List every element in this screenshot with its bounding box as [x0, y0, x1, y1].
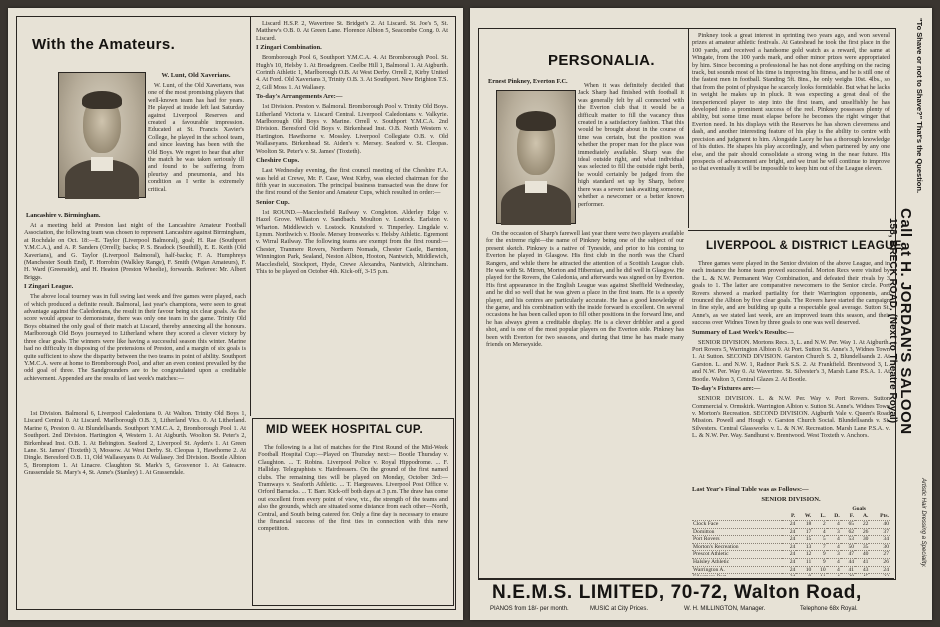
- table-row: [692, 543, 890, 551]
- table-col-header: F.: [849, 513, 855, 520]
- table-row: [692, 528, 890, 536]
- lancs-caption: Lancashire v. Birmingham.: [26, 212, 101, 219]
- table-cell: 11: [805, 558, 812, 565]
- table-cell: [796, 574, 812, 576]
- league-table-header: [692, 513, 890, 520]
- personalia-body-text: On the occasion of Sharp's farewell last year there were two players available for the extreme right—the name of Pinkney being one of the subject of our present sketch. Pinkney is a native of Tyneside, and prior to his coming to Everton he played in Glasgow. His first club in the north was the Chard Rangers, and while there he attracted the attention of a Scottish League club. He was with St. Mirren, Morton and Hibernian, and he did well in Glasgow. He played for the Rovers, the Caledonia, and afterwards was signed on by Everton. His first appearance in the English League was against Sheffield Wednesday, and he did so well that he was given a place in the first team. He is a speedy player, and his centres are particularly accurate. He has a good knowledge of the game, and his combination with the inside forward is excellent. On several occasions he has been called upon to fill other positions in the forward line, and he has always given a creditable display. He is a clever dribbler and a good shot, and is one of the most popular players on the Everton side. Pinkney has been with Everton for two seasons, and during that time he has made many friends on Merseyside.: [486, 230, 684, 349]
- table-cell: 24: [789, 543, 796, 550]
- table-cell: 30: [862, 536, 869, 543]
- table-cell: 35: [862, 543, 869, 550]
- table-cell: [827, 574, 841, 576]
- league-arrangements-heading: To-day's Fixtures are:—: [692, 385, 761, 393]
- results-column: [24, 410, 246, 606]
- table-cell: [869, 574, 890, 576]
- table-cell: [782, 574, 796, 576]
- right-column-divider: [688, 28, 689, 228]
- personalia-title: PERSONALIA.: [548, 52, 655, 69]
- league-text: Three games were played in the Senior division of the above League, and in each instance the home team proved successful. Morton Recs were visited by the L. & N.W. Permanent Way Combination, and defeated their rivals by 3 goals to 1. The latter are comparative newcomers to the Senior circle. Port Rovers showed a marked partiality for their Warrington opponents, and trounced the Albion by five clear goals. The Rovers have started the campaign in fine style, and are building up quite a respectable goal average. Sutton St. Anne's, as we stated last week, are an improved team this season, and their success over Widnes Town by three goals to one was well deserved.: [692, 260, 890, 327]
- table-cell: 4: [836, 543, 840, 550]
- table-cell: 2: [822, 521, 826, 527]
- table-cell: 24: [789, 558, 796, 565]
- hospital-cup-column: [258, 444, 448, 602]
- table-cell: [841, 574, 855, 576]
- table-cell: 13: [805, 543, 812, 550]
- personalia-intro-text: When it was definitely decided that Jack Sharp had finished with football it was generally felt by all connected with the Everton club that it would be a difficult matter to fill the vacancy thus created in a satisfactory fashion. That this would be brought about in the course of time was certain, but the position was whether the proper man for the place was immediately available. Sharp was the ideal outside right, and what individual was selected to fill the outside right berth, he would certainly be judged from the high standard set up by Sharp, before there was a severe task awaiting someone, whether a newcomer or a better known performer.: [578, 82, 684, 208]
- table-cell: 22: [862, 521, 869, 527]
- table-row: [692, 551, 890, 559]
- fixtures-column: [256, 20, 448, 416]
- table-cell: 44: [848, 558, 855, 565]
- portrait-hair: [82, 91, 122, 109]
- table-cell: 17: [805, 528, 812, 535]
- personalia-column-3-text: Pinkney took a great interest in sprinting two years ago, and won several prizes at amateur athletic festivals. At Gateshead he took the first place in the 100 yards, and received a handsome gold watch as a reward, the same at Wingate, from the 100 yards mark, and other minor prizes were appropriated by him. Since becoming a professional he has not done anything on the racing track, but sounds most of his time is improving his fitness, and he is still one of the fastest men in football. Standing 5ft. 8ins., he only weighs 10st. 4lbs., so that from the point of physique he scarcely looks formidable. But what he lacks in weight he makes up in pluck. It was expecting a great deal of the inexperienced player to step into the first team, and unselfishly he has developed into a prominent success of the reel. Pinkney possesses plenty of ability, but some time must elapse before he becomes the right winger that Everton need. In his displays with the Reserves he has shown cleverness and dash, and another interesting feature of his play is the ability to centre with precision and judgment to him. Alongside Lacey he has a thorough knowledge of his duties. He shapes his play accordingly, and when partnered by any one else, and the pair should consolidate a strong wing in the near future. His prospects of advancement are bright, and we trust he will continue to improve so that eventually it will be impossible to keep him out of the League eleven.: [692, 32, 890, 173]
- table-cell: 26: [883, 558, 889, 565]
- music-note: MUSIC at City Prices.: [590, 606, 649, 612]
- arrangements-text: 1st Division. Preston v. Balmoral. Bromborough Pool v. Trinity Old Boys. Litherland Victoria v. Liscard Central. Liverpool Caledonians v. Valkyrie. Marlborough Old Boys v. Marine. Orrell v. Southport Y.M.C.A. 2nd Division. Beresford Old Boys v. Birkenhead Inst. O.B. North Western v. Hartington. Hawthorne v. Mossley. Liverpool Collegiate O.B. v. Old Wallaseyans. Birkenhead St. Aiden's v. Mersey. Seaford v. St. Cleopas. Woolton St. Peter's v. St. James' (Toxteth).: [256, 103, 448, 155]
- table-col-header: L.: [820, 513, 826, 520]
- league-table: [692, 513, 890, 576]
- table-col-header: A.: [862, 513, 869, 520]
- nems-advert: N.E.M.S. LIMITED, 70-72, Walton Road,: [492, 582, 862, 603]
- portrait-collar: [91, 157, 113, 171]
- table-division: SENIOR DIVISION.: [761, 496, 821, 503]
- breck-road-address: 158, BRECK ROAD. (Next to Theatre Royal): [887, 218, 898, 424]
- table-cell: 15: [805, 536, 812, 543]
- table-cell: 41: [848, 566, 855, 573]
- table-cell: 27: [883, 551, 889, 558]
- table-cell: 43: [862, 566, 869, 573]
- combination-heading: I Zingari Combination.: [256, 44, 322, 52]
- table-heading: Last Year's Final Table was as Follows:—: [692, 486, 809, 493]
- table-cell: 24: [789, 528, 796, 535]
- table-cell: 34: [883, 536, 889, 543]
- table-cell: 5: [822, 536, 826, 543]
- pianos-note: PIANOS from 18/- per month.: [490, 606, 569, 612]
- table-col-header: W.: [804, 513, 812, 520]
- left-page: [8, 8, 463, 620]
- right-page: [470, 8, 932, 620]
- lunt-portrait: [58, 72, 146, 198]
- summary-heading: Summary of Last Week's Results:—: [692, 328, 794, 336]
- senior-cup-text: 1st ROUND.—Macclesfield Railway v. Congleton. Alderley Edge v. Hazel Grove. Willaston v. Sandbach. Moulton v. Lostock. Earlston v. Wharton. Middlewich v. Lostock. Knutsford v. Timperley. Lingdale v. Lymm. Northwich v. Hoole. Mersey Ironworks v. Helsby Athletic. Egremont v. Wirral Railway. The following teams are exempt from the first round:—Chester, Tranmere Rovers, Northern Nomads, Chester Castle, Barnton, Winnington Park, Sealand, Neston Albion, Hooton, Nantwich, Middlewich, Macclesfield, Stockport, Hyde, Crewe Alexandra, Nantwich, Altrincham. This to be played on October 4th. Kick-off, 3-15 p.m.: [256, 208, 448, 275]
- table-col-header: P.: [790, 513, 796, 520]
- league-table-block: [692, 486, 890, 576]
- table-club-name: Clock Face: [693, 521, 719, 527]
- table-cell: [812, 574, 826, 576]
- table-cell: 4: [836, 536, 840, 543]
- table-cell: 24: [789, 521, 796, 527]
- table-club-name: Domitton: [693, 528, 715, 535]
- table-cell: 9: [822, 551, 826, 558]
- table-cell: 3: [836, 551, 840, 558]
- table-cell: 40: [862, 551, 869, 558]
- table-cell: 26: [862, 528, 869, 535]
- table-cell: 24: [789, 551, 796, 558]
- senior-cup-heading: Senior Cup.: [256, 198, 290, 206]
- league-arrangements-text: SENIOR DIVISION. L. & N.W. Per. Way v. Port Rovers. Sutton Commercial v. Ormskirk. Warrington Albion v. Sutton St. Anne's. Widnes Town v. Morton's Recreation. SECOND DIVISION. Aigburth Vale v. Queen's Road Mission. Powell and Hough v. Garston Church Social. Blundellsands v. St. Silvesters. Central Glassworks v. L. & N.W. Recreation. Marsh Lane P.S.A. v. L. & N.W. Per. Way. Sandhurst v. Brentwood. West Toxteth v. Anchors.: [692, 395, 890, 440]
- personalia-body-column: [486, 230, 684, 574]
- table-club-name: Warrington A.: [693, 566, 725, 573]
- table-club-name: [692, 574, 782, 576]
- lancs-text-column: [24, 222, 246, 407]
- table-club-name: Halsley Athletic: [693, 558, 730, 565]
- table-cell: 53: [848, 536, 855, 543]
- pinkney-hair: [516, 111, 556, 131]
- league-title: LIVERPOOL & DISTRICT LEAGUE.: [706, 240, 906, 252]
- table-cell: 10: [820, 566, 826, 573]
- footer-rule: [478, 578, 894, 579]
- table-club-name: Port Rovers: [693, 536, 720, 543]
- table-cell: 50: [848, 543, 855, 550]
- table-cell: 24: [789, 566, 796, 573]
- table-cell: 37: [883, 528, 889, 535]
- table-row: [692, 566, 890, 574]
- results-text: 1st Division. Balmoral 6, Liverpool Caledonians 0. At Walton. Trinity Old Boys 1, Liscard Central 0. At Liscard. Marlborough O.B. 3, Litherland Vics. 0. At Litherland. Marine 6, Preston 0. At Blundellsands. Southport Y.M.C.A. 2, Bromborough Pool 1. At Southport. 2nd Division. Hartington 4, Western 1. At Aigburth. Woolton St. Peter's 2, Birkenhead Inst. O.B. 1. At Bebington. Seaford 2, Liverpool St. Ayden's 1. At Green Lane. St. James' (Toxteth) 3, Mossow. At West Derby. St. Cleopas 1, Hawthorne 2. At Dingle. Beresford O.B. 11, Old Wallaseyans 0. At Wallasey. 3rd Division. Bootle Albion 5, Bromptom 1. At Linacre. Claughton St. Mark's 5, Grosvenor 1. At Gateacre. Grassendale St. Mary's 4, St. Anne's (Stanley) 1. At Grassendale.: [24, 410, 246, 477]
- table-cell: 40: [883, 521, 889, 527]
- table-cell: 4: [836, 566, 840, 573]
- arrangements-heading: To-day's Arrangements Are:—: [256, 93, 343, 101]
- table-cell: 24: [789, 536, 796, 543]
- table-col-header: [692, 513, 782, 520]
- table-cell: 4: [822, 528, 826, 535]
- table-cell: 3: [836, 528, 840, 535]
- table-cell: 62: [848, 528, 855, 535]
- fixtures-top-text: Liscard H.S.P. 2, Wavertree St. Bridget's 2. At Liscard. St. Joe's 5, St. Matthew's O.B. 0. At Green Lane. Florence Albion 5, Seacombe Cong. 0. At Liscard.: [256, 20, 448, 42]
- combination-text: Bromborough Pool 6, Southport Y.M.C.A. 4. At Bromborough Pool. St. Hugh's 10, Helsby 1. At Broadgreen. Ceelbe Hill 1, Balmoral 1. At Aigburth. Corinth Athletic 1, Marlborough O.B. At West Derby. Orrell 2, Kirby United 4. At Ford. Old Xaverians 3, Trinity O.B. 3. At Southport. New Brighton T.S. 2, Gill Moss 1. At Wallasey.: [256, 54, 448, 91]
- table-col-header: Pts.: [880, 513, 889, 520]
- lunt-profile-heading: W. Lunt, Old Xaverians.: [161, 72, 231, 79]
- table-cell: 41: [862, 558, 869, 565]
- lancs-text: At a meeting held at Preston last night of the Lancashire Amateur Football Association, the following team was chosen to represent Lancashire against Birmingham, at Rochdale on Oct. 18:—E. Taylor (Liverpool Balmoral), goal; H. Rae (Southport Y.M.C.A.), and A. P. Sanders (Orrell); backs; P. S. Bradock (Southill), E. E. Keith (Old Xaverians), and G. Taylor (Liverpool Balmoral), half-backs; F. A. Humphreys (Manchester South End), F. Horrobin (Walkley Range), F. Smith (Wigan Amateurs), F. H. Ward (Greenside), and H. Heaton (Preston Wheelie), forwards. Referee: Mr. Albert Briggs.: [24, 222, 246, 281]
- league-top-rule: [688, 230, 894, 231]
- table-cell: 47: [848, 551, 855, 558]
- cheshire-heading: Cheshire Cups.: [256, 157, 300, 165]
- pinkney-portrait: [496, 90, 576, 224]
- table-cell: 10: [805, 566, 812, 573]
- table-cell: 9: [822, 558, 826, 565]
- zingari-text: The above local tourney was in full swing last week and five games were played, each of which produced a definite result. Balmoral, last year's champions, were seen to great advantage against the Caledonians, the result in their favour being six clear goals. As the score would appear to demonstrate, there was only one team in the game. Trinity Old Boys obtained the only goal of their match at Liscard, thereby annexing all the honours. Marlborough Old Boys journeyed to Litherland where they scored a clever victory by three clear goals. The winners were like having a successful season this winter. Marine had no difficulty in disposing of the pretensions of Preston, and a margin of six goals is quite sufficient to show the disparity between the two teams in point of ability. Southport Y.M.C.A. were at home to Bromborough Pool, and after an even contest prevailed by the odd goal of three. The Sandgrounders are to be congratulated upon a creditable achievement. Appended are the results of last week's matches:—: [24, 293, 246, 382]
- league-text-column: [692, 260, 890, 484]
- zingari-heading: I Zingari League.: [24, 283, 74, 291]
- table-col-header: D.: [834, 513, 840, 520]
- personalia-intro-column: [578, 82, 684, 226]
- telephone-note: Telephone 68x Royal.: [800, 606, 858, 612]
- cheshire-text: Last Wednesday evening, the first council meeting of the Cheshire F.A. was held at Crewe, Mr. F. Case, West Kirby, was elected chairman for the fifth year in succession. The principal business transacted was the draw for the first round of the Senior and Amateur Cups, which resulted in order:—: [256, 167, 448, 197]
- table-cell: 12: [805, 551, 812, 558]
- table-row: [692, 521, 890, 529]
- summary-text: SENIOR DIVISION. Mortons Recs. 3, L. and N.W. Per. Way 1. At Aigburth. Port Rovers 5, Warrington Albion 0. At Port. Sutton St. Anne's 3, Widnes Town 1. At Sutton. SECOND DIVISION. Garston Church S. 2, Blundellsands 2. At Garston. L. and N.W. 1, Radnor Park S.S. 2. At Frankfield. Brentwood 3, L. and N.W. Per. Way 0. At Wavertree. St. Silvester's 3, Marsh Lane P.S.A. 1. At Bootle. Walton 3, Central Glazes 2. At Bootle.: [692, 338, 890, 383]
- table-cell: 24: [883, 566, 889, 573]
- pinkney-caption: Ernest Pinkney, Everton F.C.: [488, 78, 568, 85]
- column-divider: [250, 16, 251, 416]
- pinkney-collar: [525, 181, 547, 193]
- lunt-profile-column: [148, 72, 244, 204]
- table-club-name: Prescot Athletic: [693, 551, 729, 558]
- magazine-spread: [8, 8, 932, 620]
- hair-dressing-note: Artistic Hair Dressing a Speciality.: [920, 478, 926, 568]
- jordans-saloon: Call at H. JORDAN'S SALOON: [897, 208, 914, 435]
- table-goals-label: Goals: [852, 506, 866, 512]
- manager-note: W. H. MILLINGTON, Manager.: [684, 606, 766, 612]
- personalia-column-3: [692, 32, 890, 228]
- table-row: [692, 574, 890, 576]
- table-club-name: Morton's Recreation: [693, 543, 739, 550]
- table-row: [692, 536, 890, 544]
- table-row: [692, 558, 890, 566]
- table-cell: 65: [848, 521, 855, 527]
- league-table-body: [692, 521, 890, 577]
- table-cell: 4: [836, 521, 840, 527]
- table-cell: 7: [822, 543, 826, 550]
- shave-quote: "To Shave or not to Shave?" That's the Question.: [915, 18, 924, 194]
- lunt-profile-text: W. Lunt, of the Old Xaverians, was one of the most promising players that well-known team has had for years. He played at inside left last Saturday against Liverpool Reserves and created a favourable impression. Educated at St. Francis Xavier's College, he played in the school team, and since leaving has been with the Old Boys. We regret to hear that after the match he was taken seriously ill and found to be suffering from pleurisy and pneumonia, and his condition as I write is extremely critical.: [148, 82, 244, 193]
- table-cell: 4: [836, 558, 840, 565]
- table-cell: [855, 574, 869, 576]
- hospital-cup-title: MID WEEK HOSPITAL CUP.: [266, 424, 424, 436]
- hospital-cup-text: The following is a list of matches for the First Round of the Mid-Week Football Hospital Cup:—Played on Thursday next:— Bootle Thursday v. Claughton. ... T. Robins. Liverpool Police v. Royal Hippodrome. ... F. Halliday. Telegraphists v. Hairdressers. On the ground of the first named clubs. The remaining ties will be played on Monday, October 3rd:— Tramways v. Seaforth Athletic. ... T. Hargreaves. Liverpool Post Office v. Orford Barracks. ... T. Barr. Kick-off both days at 3 p.m. The draw has come out excellent from every point of view, viz., the strength of the teams and also the grounds, which are situated some distance from each other—North, Central, and South being catered for. Only a fine day is necessary to ensure the financial success of the first ties in connection with this new competition.: [258, 444, 448, 533]
- amateurs-title: With the Amateurs.: [32, 36, 176, 53]
- table-cell: 18: [805, 521, 812, 527]
- table-cell: 30: [883, 543, 889, 550]
